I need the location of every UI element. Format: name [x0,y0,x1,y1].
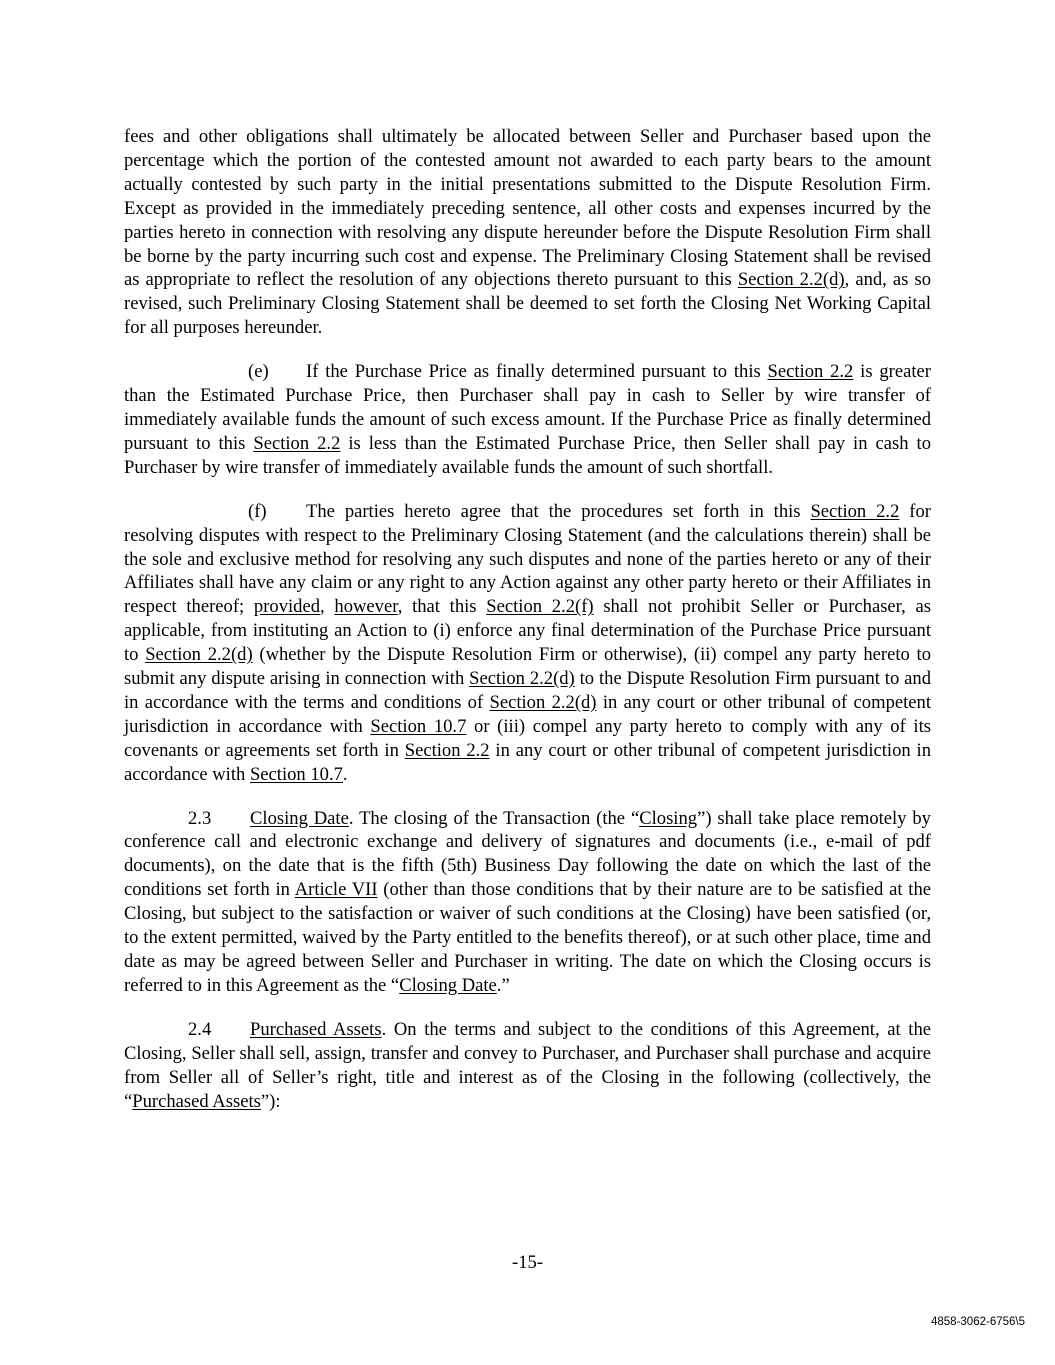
text-run: is less than the Estimated Purchase Price, then Seller shall pay in cash to Purchaser by wire transfer of immediately available funds the amount of such shortfall. [124,432,931,478]
paragraph-2-2-f [124,500,931,787]
section-reference: Section 2.2 [253,432,341,454]
text-run: fees and other obligations shall ultimately be allocated between Seller and Purchaser based upon the percentage which the portion of the contested amount not awarded to each party bears to the amount actually contested by such party in the initial presentations submitted to the Dispute Resolution Firm. Except as provided in the immediately preceding sentence, all other costs and expenses incurred by the parties hereto in connection with resolving any dispute hereunder before the Dispute Resolution Firm shall be borne by the party incurring such cost and expense. The Preliminary Closing Statement shall be revised as appropriate to reflect the resolution of any objections thereto pursuant to this [124,126,931,291]
page-number: -15- [512,1252,543,1273]
text-run: shall not prohibit Seller or Purchaser, as applicable, from instituting an Action to (i) enforce any final determination of the Purchase Price pursuant to [124,596,931,666]
text-run: to the Dispute Resolution Firm pursuant to and in accordance with the terms and conditions of [124,668,932,713]
text-run: is greater than the Estimated Purchase Price, then Purchaser shall pay in cash to Seller by wire transfer of immediately available funds the amount of such excess amount. If the Purchase Price as finally determined pursuant to this [124,361,931,454]
section-reference: Section 2.2(d) [469,668,575,690]
section-reference: Section 2.2 [767,361,854,383]
section-reference: Section 2.2 [404,739,490,761]
text-run: (other than those conditions that by their nature are to be satisfied at the Closing, but subject to the satisfaction or waiver of such conditions at the Closing) have been satisfied (or, to the extent permitted, waived by the Party entitled to the benefits thereof), or at such other place, time and date as may be agreed between Seller and Purchaser in writing. The date on which the Closing occurs is referred to in this Agreement as the “ [124,879,931,996]
text-run: , and, as so revised, such Preliminary Closing Statement shall be deemed to set forth the Closing Net Working Capital for all purposes hereunder. [124,269,931,339]
paragraph-dispute-costs [124,125,931,340]
document-id: 4858-3062-6756\5 [931,1316,1025,1328]
text-run: , [320,596,335,618]
text-run: (whether by the Dispute Resolution Firm or otherwise), (ii) compel any party hereto to submit any dispute arising in connection with [124,644,931,690]
section-2-3-closing-date [124,807,931,998]
text-run: , that this [397,596,487,618]
text-run: . On the terms and subject to the conditions of this Agreement, at the Closing, Seller shall sell, assign, transfer and convey to Purchaser, and Purchaser shall purchase and acquire from Seller all of Seller’s right, title and interest as of the Closing in the following (collectively, the “ [124,1018,931,1112]
text-run: ”): [260,1090,281,1112]
subsection-label: (f) [248,500,267,522]
text-run: . [342,763,348,785]
section-reference: Section 2.2(f) [486,596,594,618]
section-reference: Section 10.7 [370,715,467,737]
paragraph-2-2-e [124,360,931,480]
section-number: 2.3 [188,807,212,829]
text-run: .” [496,974,510,996]
defined-term: however [334,596,398,618]
section-2-4-purchased-assets [124,1018,931,1114]
text-run: in any court or other tribunal of competent jurisdiction in accordance with [124,691,931,737]
defined-term: Purchased Assets [132,1090,261,1112]
text-run: . The closing of the Transaction (the “ [348,807,640,829]
text-run: If the Purchase Price as finally determined pursuant to this [306,361,768,383]
section-heading: Purchased Assets [250,1018,382,1040]
section-reference: Section 10.7 [249,763,343,785]
text-run: ”) shall take place remotely by conference call and electronic exchange and delivery of signatures and documents (i.e., e-mail of pdf documents), on the date that is the fifth (5th) Business Day following the date on which the last of the conditions set forth in [124,807,931,901]
defined-term: provided [253,596,321,618]
section-reference: Section 2.2(d) [489,691,597,713]
section-reference: Article VII [294,879,378,901]
subsection-label: (e) [248,361,269,383]
text-run: or (iii) compel any party hereto to comply with any of its covenants or agreements set forth in [124,715,931,761]
text-run: The parties hereto agree that the procedures set forth in this [306,500,811,522]
section-reference: Section 2.2(d) [145,644,253,666]
defined-term: Closing [639,807,698,829]
section-reference: Section 2.2(d) [737,269,845,291]
section-heading: Closing Date [250,807,349,829]
section-number: 2.4 [188,1018,212,1040]
text-run: in any court or other tribunal of competent jurisdiction in accordance with [124,739,931,785]
document-body [124,125,931,1133]
text-run: for resolving disputes with respect to the Preliminary Closing Statement (and the calculations therein) shall be the sole and exclusive method for resolving any such disputes and none of the parties hereto or any of their Affiliates shall have any claim or any right to any Action against any other party hereto or their Affiliates in respect thereof; [124,500,931,618]
section-reference: Section 2.2 [810,500,900,522]
defined-term: Closing Date [399,974,497,996]
